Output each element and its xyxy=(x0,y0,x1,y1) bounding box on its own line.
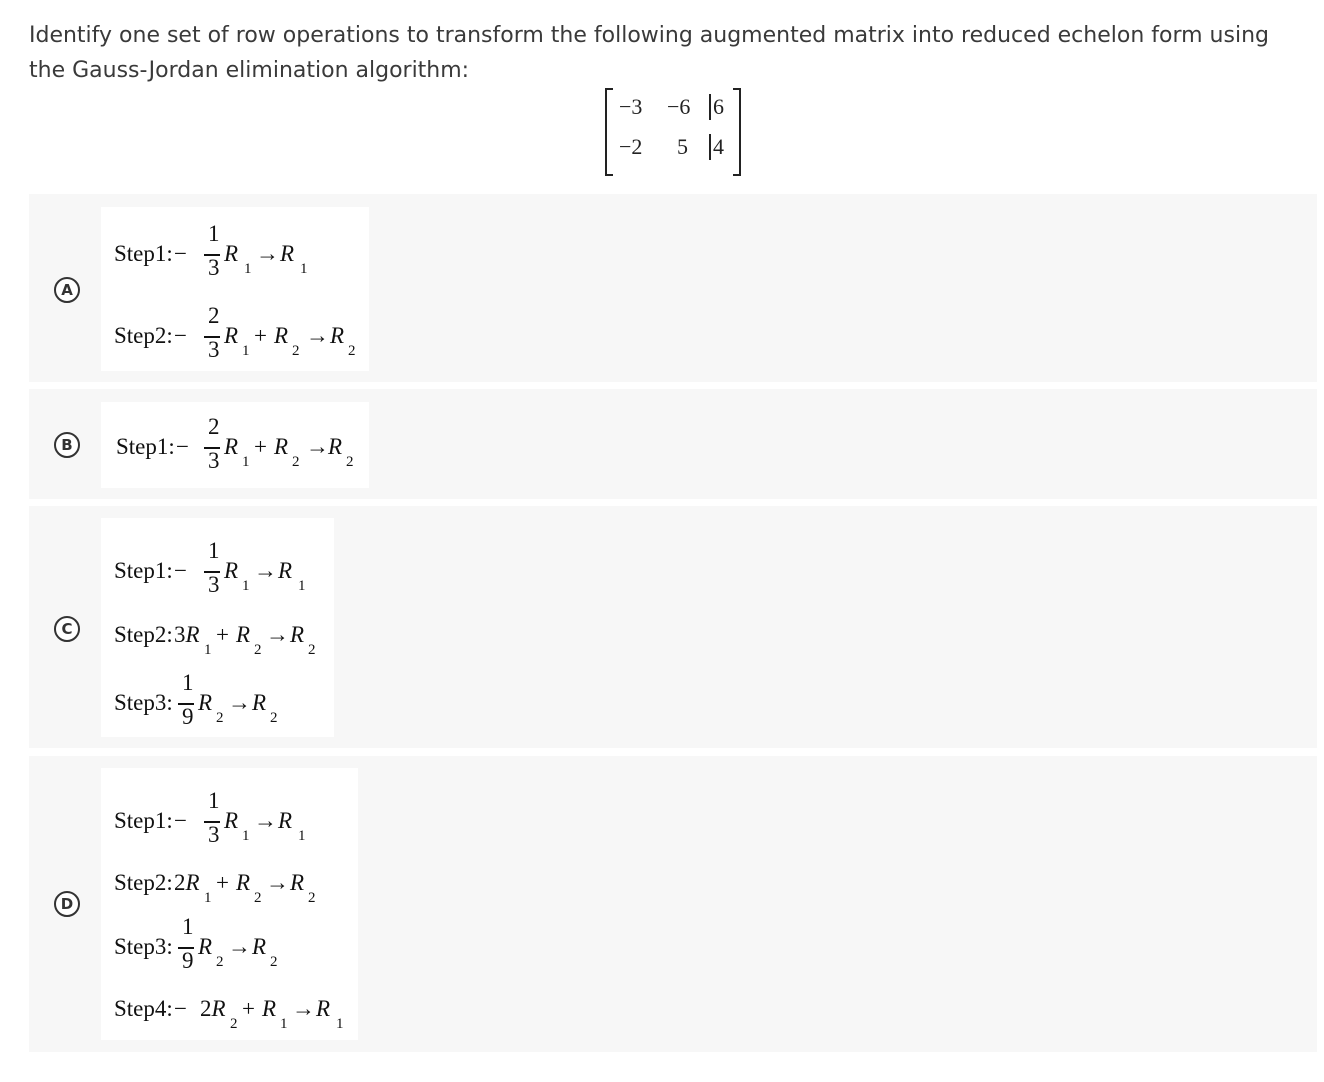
matrix-left-bracket xyxy=(605,88,613,176)
radio-c[interactable]: C xyxy=(54,616,80,642)
matrix-cell: −2 xyxy=(619,134,643,159)
matrix-cell: 5 xyxy=(677,134,688,159)
option-b[interactable] xyxy=(29,389,1317,499)
augment-divider xyxy=(709,94,711,120)
augmented-matrix xyxy=(605,88,741,172)
matrix-cell: −6 xyxy=(667,94,691,119)
step-d4: Step4: − 2R 2 + R 1 → R 1 xyxy=(114,996,344,1032)
option-c[interactable] xyxy=(29,506,1317,748)
step-a1: Step1: − 1 3 R 1 → R 1 xyxy=(114,221,308,280)
step-a2: Step2: − 2 3 R 1 + R 2 → R 2 xyxy=(114,303,356,362)
matrix-cell: −3 xyxy=(619,94,643,119)
step-d1: Step1: − 1 3 R 1 → R 1 xyxy=(114,788,306,847)
step-b1: Step1: − 2 3 R 1 + R 2 → R 2 xyxy=(116,414,354,473)
question-text: Identify one set of row operations to transform the following augmented matrix into reduced echelon form using the Gauss-Jordan elimination algorithm: xyxy=(29,23,1269,83)
option-d-content xyxy=(101,768,358,1040)
step-c1: Step1: − 1 3 R 1 → R 1 xyxy=(114,538,306,597)
option-a-content xyxy=(101,207,369,371)
option-c-content xyxy=(101,518,334,737)
option-a[interactable] xyxy=(29,194,1317,382)
step-c3: Step3: 1 9 R 2 → R 2 xyxy=(114,670,278,729)
step-d2: Step2: 2R 1 + R 2 → R 2 xyxy=(114,870,316,906)
radio-b[interactable]: B xyxy=(54,432,80,458)
step-c2: Step2: 3R 1 + R 2 → R 2 xyxy=(114,622,316,658)
matrix-cell: 4 xyxy=(713,134,724,159)
option-b-content xyxy=(101,402,369,488)
radio-a[interactable]: A xyxy=(54,277,80,303)
augment-divider xyxy=(709,134,711,160)
step-d3: Step3: 1 9 R 2 → R 2 xyxy=(114,914,278,973)
matrix-right-bracket xyxy=(733,88,741,176)
radio-d[interactable]: D xyxy=(54,891,80,917)
matrix-cell: 6 xyxy=(713,94,724,119)
option-d[interactable] xyxy=(29,756,1317,1052)
